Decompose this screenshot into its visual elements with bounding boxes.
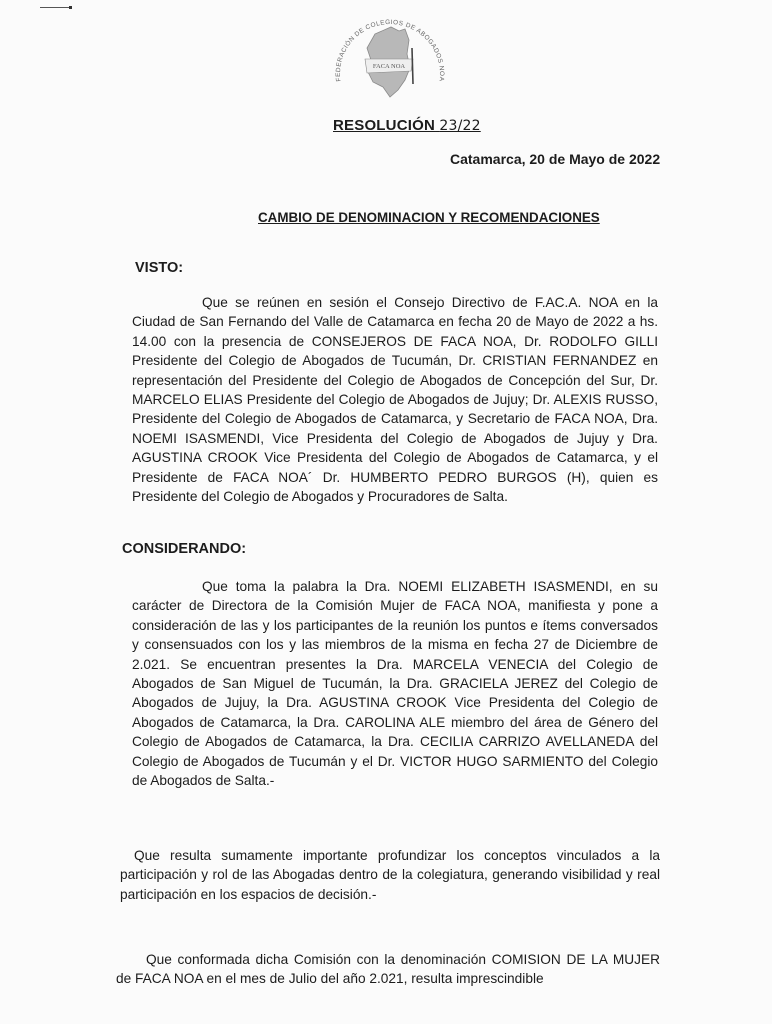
resolution-number: 23/22: [439, 118, 481, 134]
visto-paragraph: [132, 293, 658, 506]
logo-ring-text: FEDERACIÓN DE COLEGIOS DE ABOGADOS NOA: [334, 18, 446, 82]
logo-banner-text: FACA NOA: [372, 63, 406, 70]
considerando-paragraph-3: [116, 950, 660, 989]
place-date: Catamarca, 20 de Mayo de 2022: [450, 151, 661, 167]
considerando-paragraph-1: [132, 577, 658, 790]
scan-corner-mark: [40, 7, 70, 8]
considerando-paragraph-2: [120, 846, 660, 904]
logo-emblem-icon: [333, 0, 447, 112]
considerando-text-1: Que toma la palabra la Dra. NOEMI ELIZABETH ISASMENDI, en su carácter de Directora de la Comisión Mujer de FACA NOA, manifiesta y pone a consideración de las y los participantes de la reunión los puntos e ítems conversados y consensuados con los y las miembros de la misma en fecha 27 de Diciembre de 2.021. Se encuentran presentes la Dra. MARCELA VENECIA del Colegio de Abogados de San Miguel de Tucumán, la Dra. GRACIELA JEREZ del Colegio de Abogados de Jujuy, la Dra. AGUSTINA CROOK Vice Presidenta del Colegio de Abogados de Catamarca, la Dra. CAROLINA ALE miembro del área de Género del Colegio de Abogados de Catamarca, la Dra. CECILIA CARRIZO AVELLANEDA del Colegio de Abogados de Tucumán y el Dr. VICTOR HUGO SARMIENTO del Colegio de Abogados de Salta.-: [132, 579, 658, 789]
resolution-title: [333, 117, 481, 134]
faca-noa-logo: [333, 0, 447, 112]
considerando-heading: CONSIDERANDO:: [122, 541, 247, 557]
considerando-text-2: Que resulta sumamente importante profundizar los conceptos vinculados a la participación y rol de las Abogadas dentro de la colegiatura, generando visibilidad y real participación en los espacios de decisión.-: [120, 848, 660, 902]
resolution-subject: CAMBIO DE DENOMINACION Y RECOMENDACIONES: [258, 210, 600, 225]
logo-map-shape: [365, 27, 413, 97]
resolution-label: RESOLUCIÓN: [333, 117, 436, 134]
visto-heading: VISTO:: [135, 260, 184, 276]
visto-text: Que se reúnen en sesión el Consejo Directivo de F.AC.A. NOA en la Ciudad de San Fernando del Valle de Catamarca en fecha 20 de Mayo de 2022 a hs. 14.00 con la presencia de CONSEJEROS DE FACA NOA, Dr. RODOLFO GILLI Presidente del Colegio de Abogados de Tucumán, Dr. CRISTIAN FERNANDEZ en representación del Presidente del Colegio de Abogados de Concepción del Sur, Dr. MARCELO ELIAS Presidente del Colegio de Abogados de Jujuy; Dr. ALEXIS RUSSO, Presidente del Colegio de Abogados de Catamarca, y Secretario de FACA NOA, Dra. NOEMI ISASMENDI, Vice Presidenta del Colegio de Abogados de Jujuy y Dra. AGUSTINA CROOK Vice Presidenta del Colegio de Abogados de Catamarca, y el Presidente de FACA NOA´ Dr. HUMBERTO PEDRO BURGOS (H), quien es Presidente del Colegio de Abogados y Procuradores de Salta.: [132, 295, 658, 505]
considerando-text-3: Que conformada dicha Comisión con la denominación COMISION DE LA MUJER de FACA NOA en el mes de Julio del año 2.021, resulta imprescindible: [116, 952, 660, 987]
